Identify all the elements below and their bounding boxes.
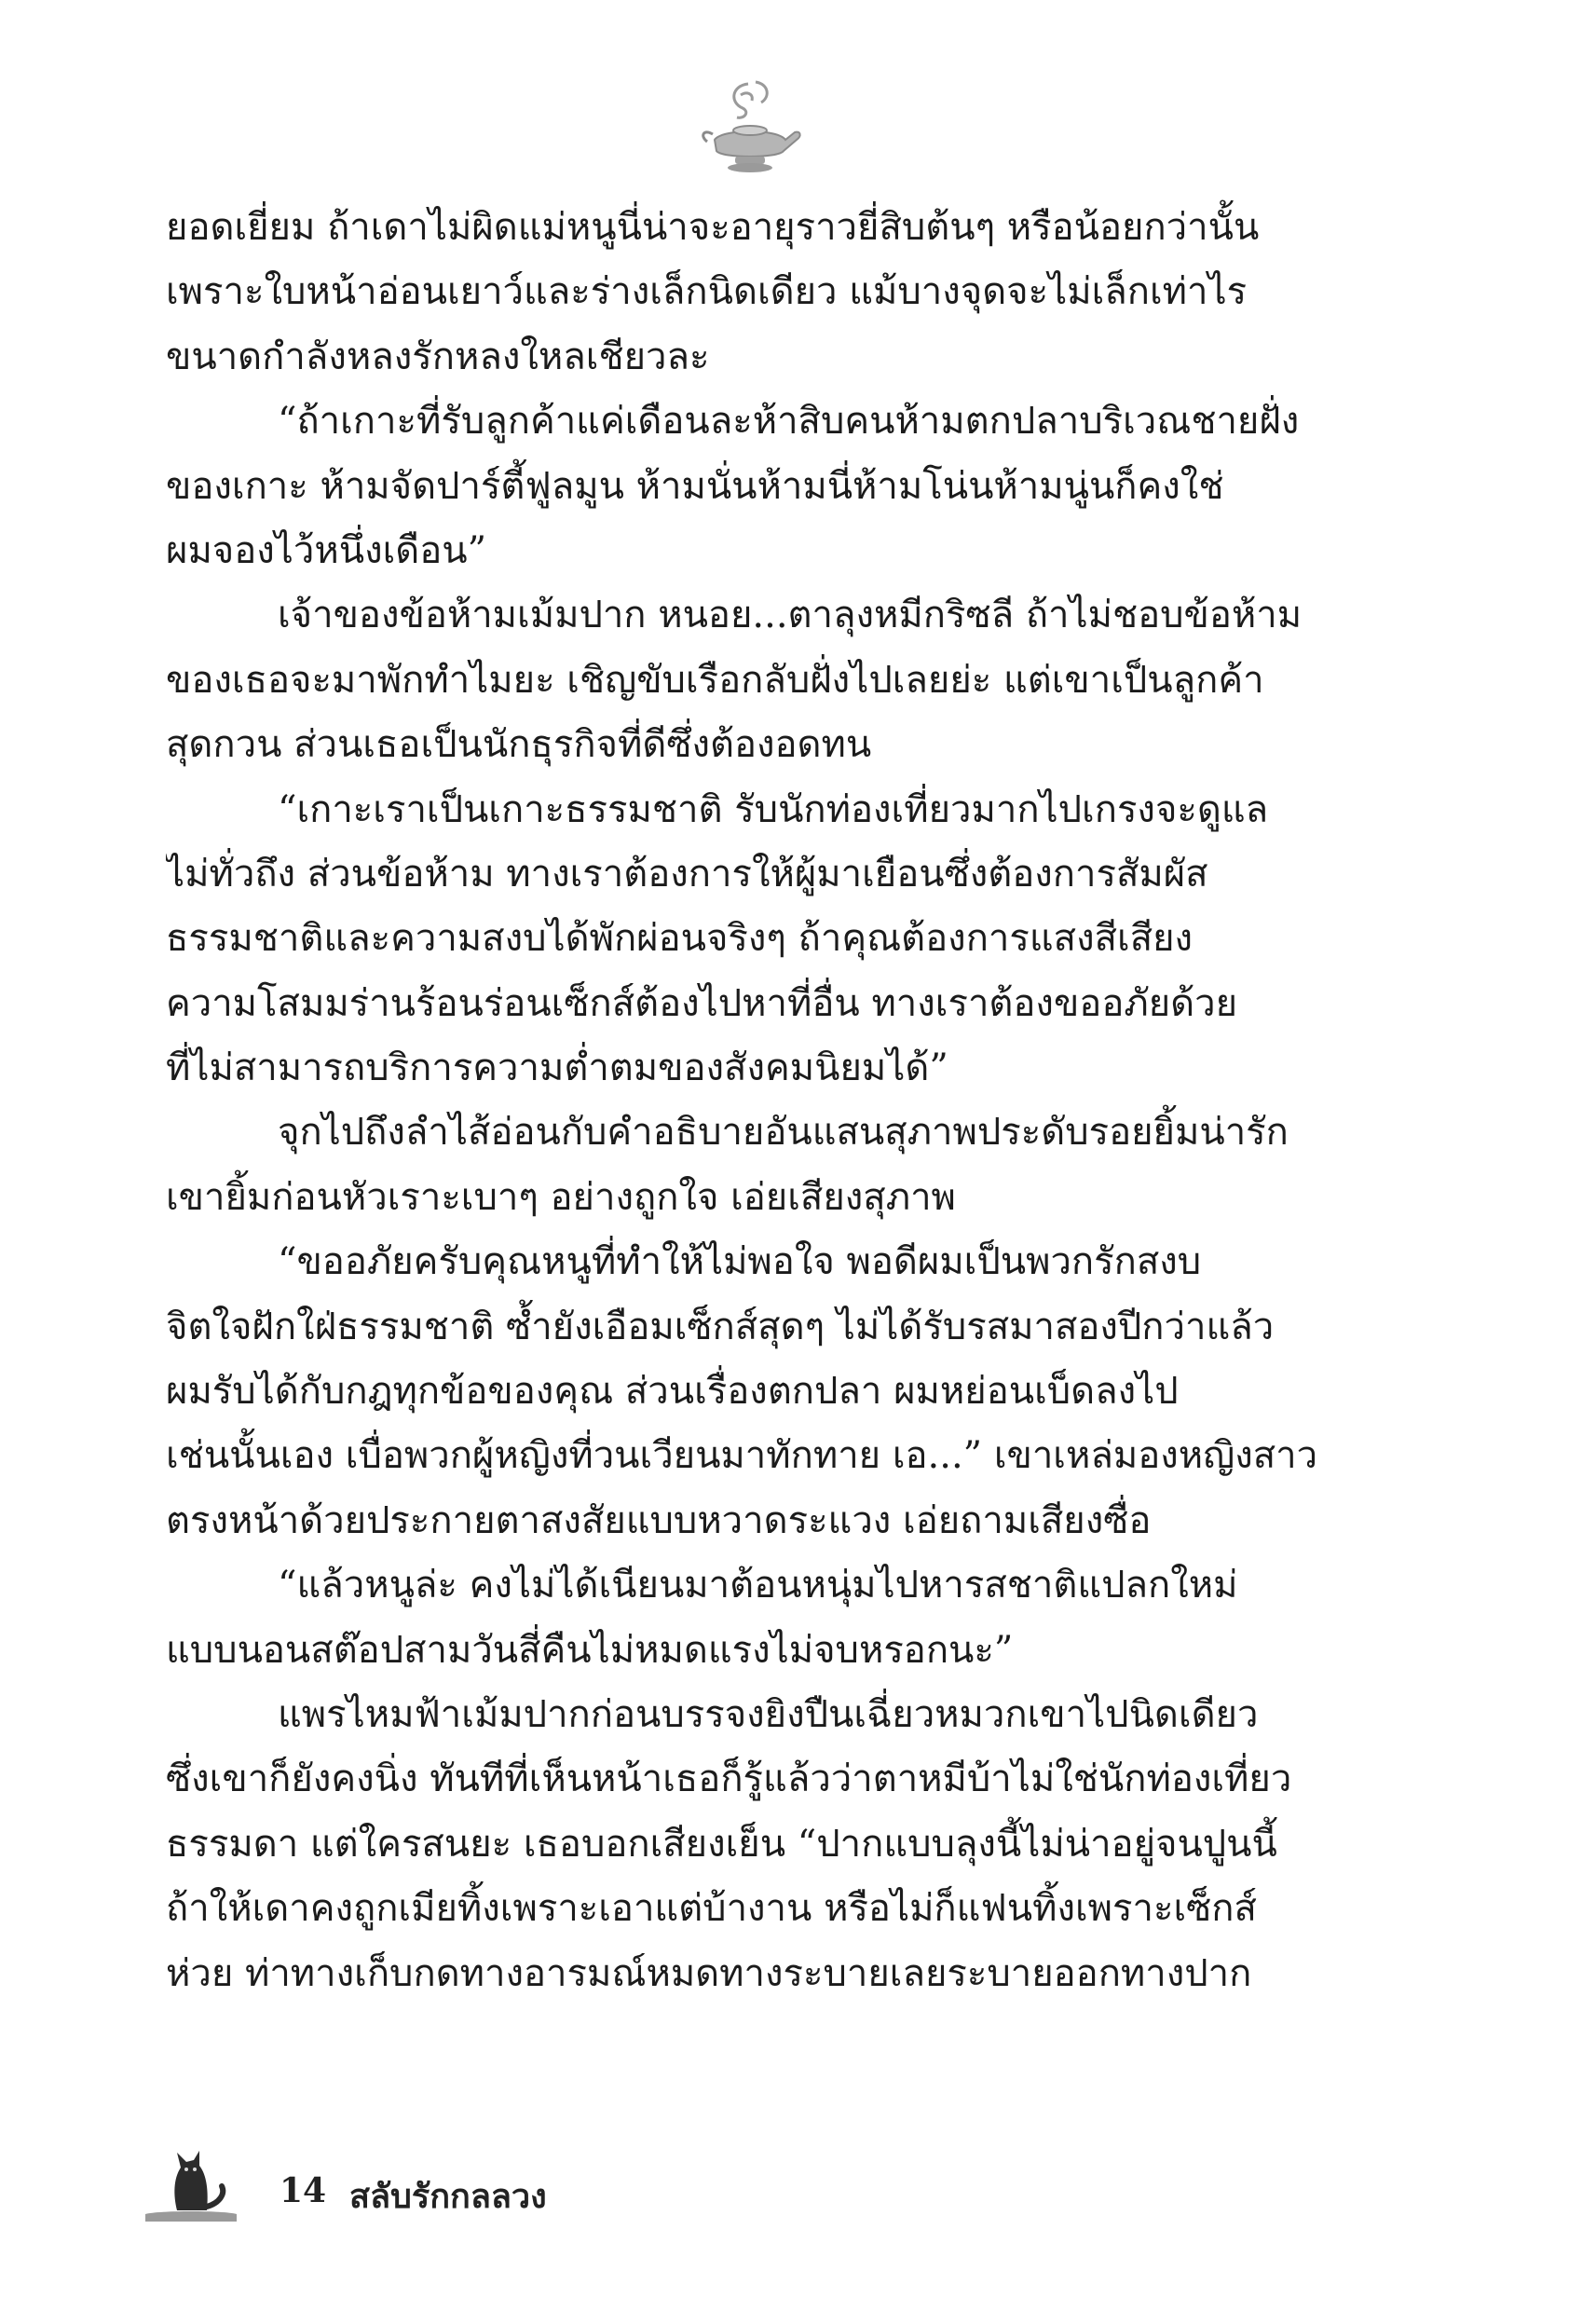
text-line: “ถ้าเกาะที่รับลูกค้าแค่เดือนละห้าสิบคนห้ามตกปลาบริเวณชายฝั่ง xyxy=(278,400,1300,444)
text-line: ถ้าให้เดาคงถูกเมียทิ้งเพราะเอาแต่บ้างาน หรือไม่ก็แฟนทิ้งเพราะเซ็กส์ xyxy=(166,1887,1257,1931)
book-title: สลับรักกลลวง xyxy=(349,2178,547,2216)
text-line: ยอดเยี่ยม ถ้าเดาไม่ผิดแม่หนูนี่น่าจะอายุราวยี่สิบต้นๆ หรือน้อยกว่านั้น xyxy=(166,206,1260,249)
text-line: “ขออภัยครับคุณหนูที่ทำให้ไม่พอใจ พอดีผมเป็นพวกรักสงบ xyxy=(278,1240,1202,1284)
text-line: แบบนอนสต๊อปสามวันสี่คืนไม่หมดแรงไม่จบหรอกนะ” xyxy=(166,1628,1014,1672)
genie-lamp-icon xyxy=(694,75,806,177)
text-line: ห่วย ท่าทางเก็บกดทางอารมณ์หมดทางระบายเลยระบายออกทางปาก xyxy=(166,1951,1252,1995)
text-line: ซึ่งเขาก็ยังคงนิ่ง ทันทีที่เห็นหน้าเธอก็รู้แล้วว่าตาหมีบ้าไม่ใช่นักท่องเที่ยว xyxy=(166,1757,1292,1801)
text-line: สุดกวน ส่วนเธอเป็นนักธุรกิจที่ดีซึ่งต้องอดทน xyxy=(166,723,872,767)
text-line: “เกาะเราเป็นเกาะธรรมชาติ รับนักท่องเที่ยวมากไปเกรงจะดูแล xyxy=(278,787,1269,831)
text-line: เขายิ้มก่อนหัวเราะเบาๆ อย่างถูกใจ เอ่ยเสียงสุภาพ xyxy=(166,1175,956,1219)
cat-icon xyxy=(140,2125,242,2227)
page-number: 14 xyxy=(280,2171,327,2210)
text-line: ขนาดกำลังหลงรักหลงใหลเชียวละ xyxy=(166,335,710,378)
text-line: ธรรมดา แต่ใครสนยะ เธอบอกเสียงเย็น “ปากแบบลุงนี้ไม่น่าอยู่จนปูนนี้ xyxy=(166,1822,1277,1866)
text-line: แพรไหมฟ้าเม้มปากก่อนบรรจงยิงปืนเฉี่ยวหมวกเขาไปนิดเดียว xyxy=(278,1692,1259,1736)
text-line: “แล้วหนูล่ะ คงไม่ได้เนียนมาต้อนหนุ่มไปหารสชาติแปลกใหม่ xyxy=(278,1564,1238,1607)
text-line: ไม่ทั่วถึง ส่วนข้อห้าม ทางเราต้องการให้ผู้มาเยือนซึ่งต้องการสัมผัส xyxy=(166,852,1208,896)
text-line: เพราะใบหน้าอ่อนเยาว์และร่างเล็กนิดเดียว แม้บางจุดจะไม่เล็กเท่าไร xyxy=(166,270,1248,314)
text-line: ของเธอจะมาพักทำไมยะ เชิญขับเรือกลับฝั่งไปเลยย่ะ แต่เขาเป็นลูกค้า xyxy=(166,658,1264,702)
text-line: ตรงหน้าด้วยประกายตาสงสัยแบบหวาดระแวง เอ่ยถามเสียงซื่อ xyxy=(166,1498,1152,1542)
text-line: ของเกาะ ห้ามจัดปาร์ตี้ฟูลมูน ห้ามนั่นห้ามนี่ห้ามโน่นห้ามนู่นก็คงใช่ xyxy=(166,464,1224,508)
body-text xyxy=(166,196,1340,2006)
text-line: ธรรมชาติและความสงบได้พักผ่อนจริงๆ ถ้าคุณต้องการแสงสีเสียง xyxy=(166,917,1194,961)
text-line: ผมรับได้กับกฎทุกข้อของคุณ ส่วนเรื่องตกปลา ผมหย่อนเบ็ดลงไป xyxy=(166,1370,1179,1414)
page-footer xyxy=(140,2125,699,2227)
text-line: เช่นนั้นเอง เบื่อพวกผู้หญิงที่วนเวียนมาทักทาย เอ...” เขาเหล่มองหญิงสาว xyxy=(166,1434,1318,1478)
text-line: ที่ไม่สามารถบริการความต่ำตมของสังคมนิยมได้” xyxy=(166,1046,948,1090)
text-line: จุกไปถึงลำไส้อ่อนกับคำอธิบายอันแสนสุภาพประดับรอยยิ้มน่ารัก xyxy=(278,1111,1289,1155)
text-line: ผมจองไว้หนึ่งเดือน” xyxy=(166,528,487,572)
text-line: จิตใจฝักใฝ่ธรรมชาติ ซ้ำยังเอือมเซ็กส์สุดๆ ไม่ได้รับรสมาสองปีกว่าแล้ว xyxy=(166,1305,1275,1348)
text-line: เจ้าของข้อห้ามเม้มปาก หนอย...ตาลุงหมีกริซลี ถ้าไม่ชอบข้อห้าม xyxy=(278,594,1303,637)
text-line: ความโสมมร่านร้อนร่อนเซ็กส์ต้องไปหาที่อื่น ทางเราต้องขออภัยด้วย xyxy=(166,981,1238,1025)
